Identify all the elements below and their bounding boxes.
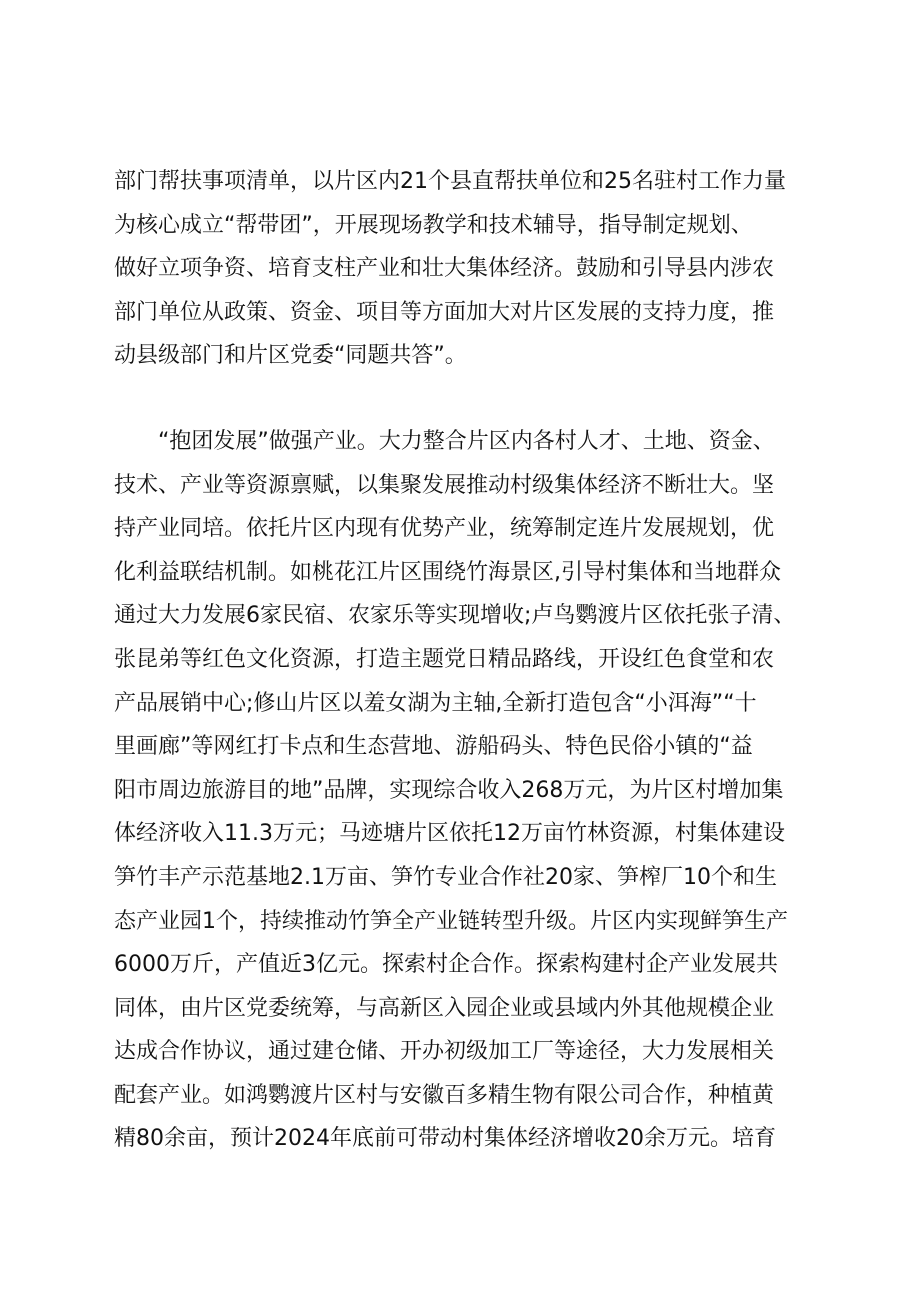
- text-line: 6000万斤，产值近3亿元。探索村企合作。探索构建村企产业发展共: [114, 952, 778, 978]
- text-line: 笋竹丰产示范基地2.1万亩、笋竹专业合作社20家、笋榨厂10个和生: [114, 864, 777, 890]
- text-line: 通过大力发展6家民宿、农家乐等实现增收;卢鸟鹦渡片区依托张子清、: [114, 603, 796, 629]
- paragraph-1: [114, 160, 822, 378]
- text-line: 精80余亩，预计2024年底前可带动村集体经济增收20余万元。培育: [114, 1126, 776, 1152]
- text-line: 动县级部门和片区党委“同题共答”。: [114, 343, 467, 369]
- text-line: 张昆弟等红色文化资源，打造主题党日精品路线，开设红色食堂和农: [114, 646, 775, 672]
- paragraph-2: [114, 420, 822, 1161]
- text-line: 阳市周边旅游目的地”品牌，实现综合收入268万元，为片区村增加集: [114, 777, 784, 803]
- text-line: 里画廊”等网红打卡点和生态营地、游船码头、特色民俗小镇的“益: [114, 734, 753, 760]
- body-text: [114, 160, 822, 1161]
- text-line: 同体，由片区党委统筹，与高新区入园企业或县域内外其他规模企业: [114, 995, 775, 1021]
- text-line: 部门帮扶事项清单，以片区内21个县直帮扶单位和25名驻村工作力量: [114, 169, 786, 194]
- paragraph-gap: [114, 378, 822, 420]
- text-line: 达成合作协议，通过建仓储、开办初级加工厂等途径，大力发展相关: [114, 1039, 775, 1065]
- text-line: “抱团发展”做强产业。大力整合片区内各村人才、土地、资金、: [114, 428, 775, 454]
- text-line: 持产业同培。依托片区内现有优势产业，统筹制定连片发展规划，优: [114, 516, 775, 542]
- text-line: 技术、产业等资源禀赋，以集聚发展推动村级集体经济不断壮大。坚: [114, 472, 775, 498]
- text-line: 产品展销中心;修山片区以羞女湖为主轴,全新打造包含“小洱海”“十: [114, 690, 757, 716]
- text-line: 体经济收入11.3万元；马迹塘片区依托12万亩竹林资源，村集体建设: [114, 821, 785, 847]
- text-line: 为核心成立“帮带团”，开展现场教学和技术辅导，指导制定规划、: [114, 212, 753, 238]
- text-line: 配套产业。如鸿鹦渡片区村与安徽百多精生物有限公司合作，种植黄: [114, 1082, 775, 1108]
- text-line: 部门单位从政策、资金、项目等方面加大对片区发展的支持力度，推: [114, 299, 775, 325]
- text-line: 化利益联结机制。如桃花江片区围绕竹海景区,引导村集体和当地群众: [114, 559, 781, 585]
- text-line: 做好立项争资、培育支柱产业和壮大集体经济。鼓励和引导县内涉农: [114, 256, 775, 282]
- text-line: 态产业园1个，持续推动竹笋全产业链转型升级。片区内实现鲜笋生产: [114, 908, 788, 934]
